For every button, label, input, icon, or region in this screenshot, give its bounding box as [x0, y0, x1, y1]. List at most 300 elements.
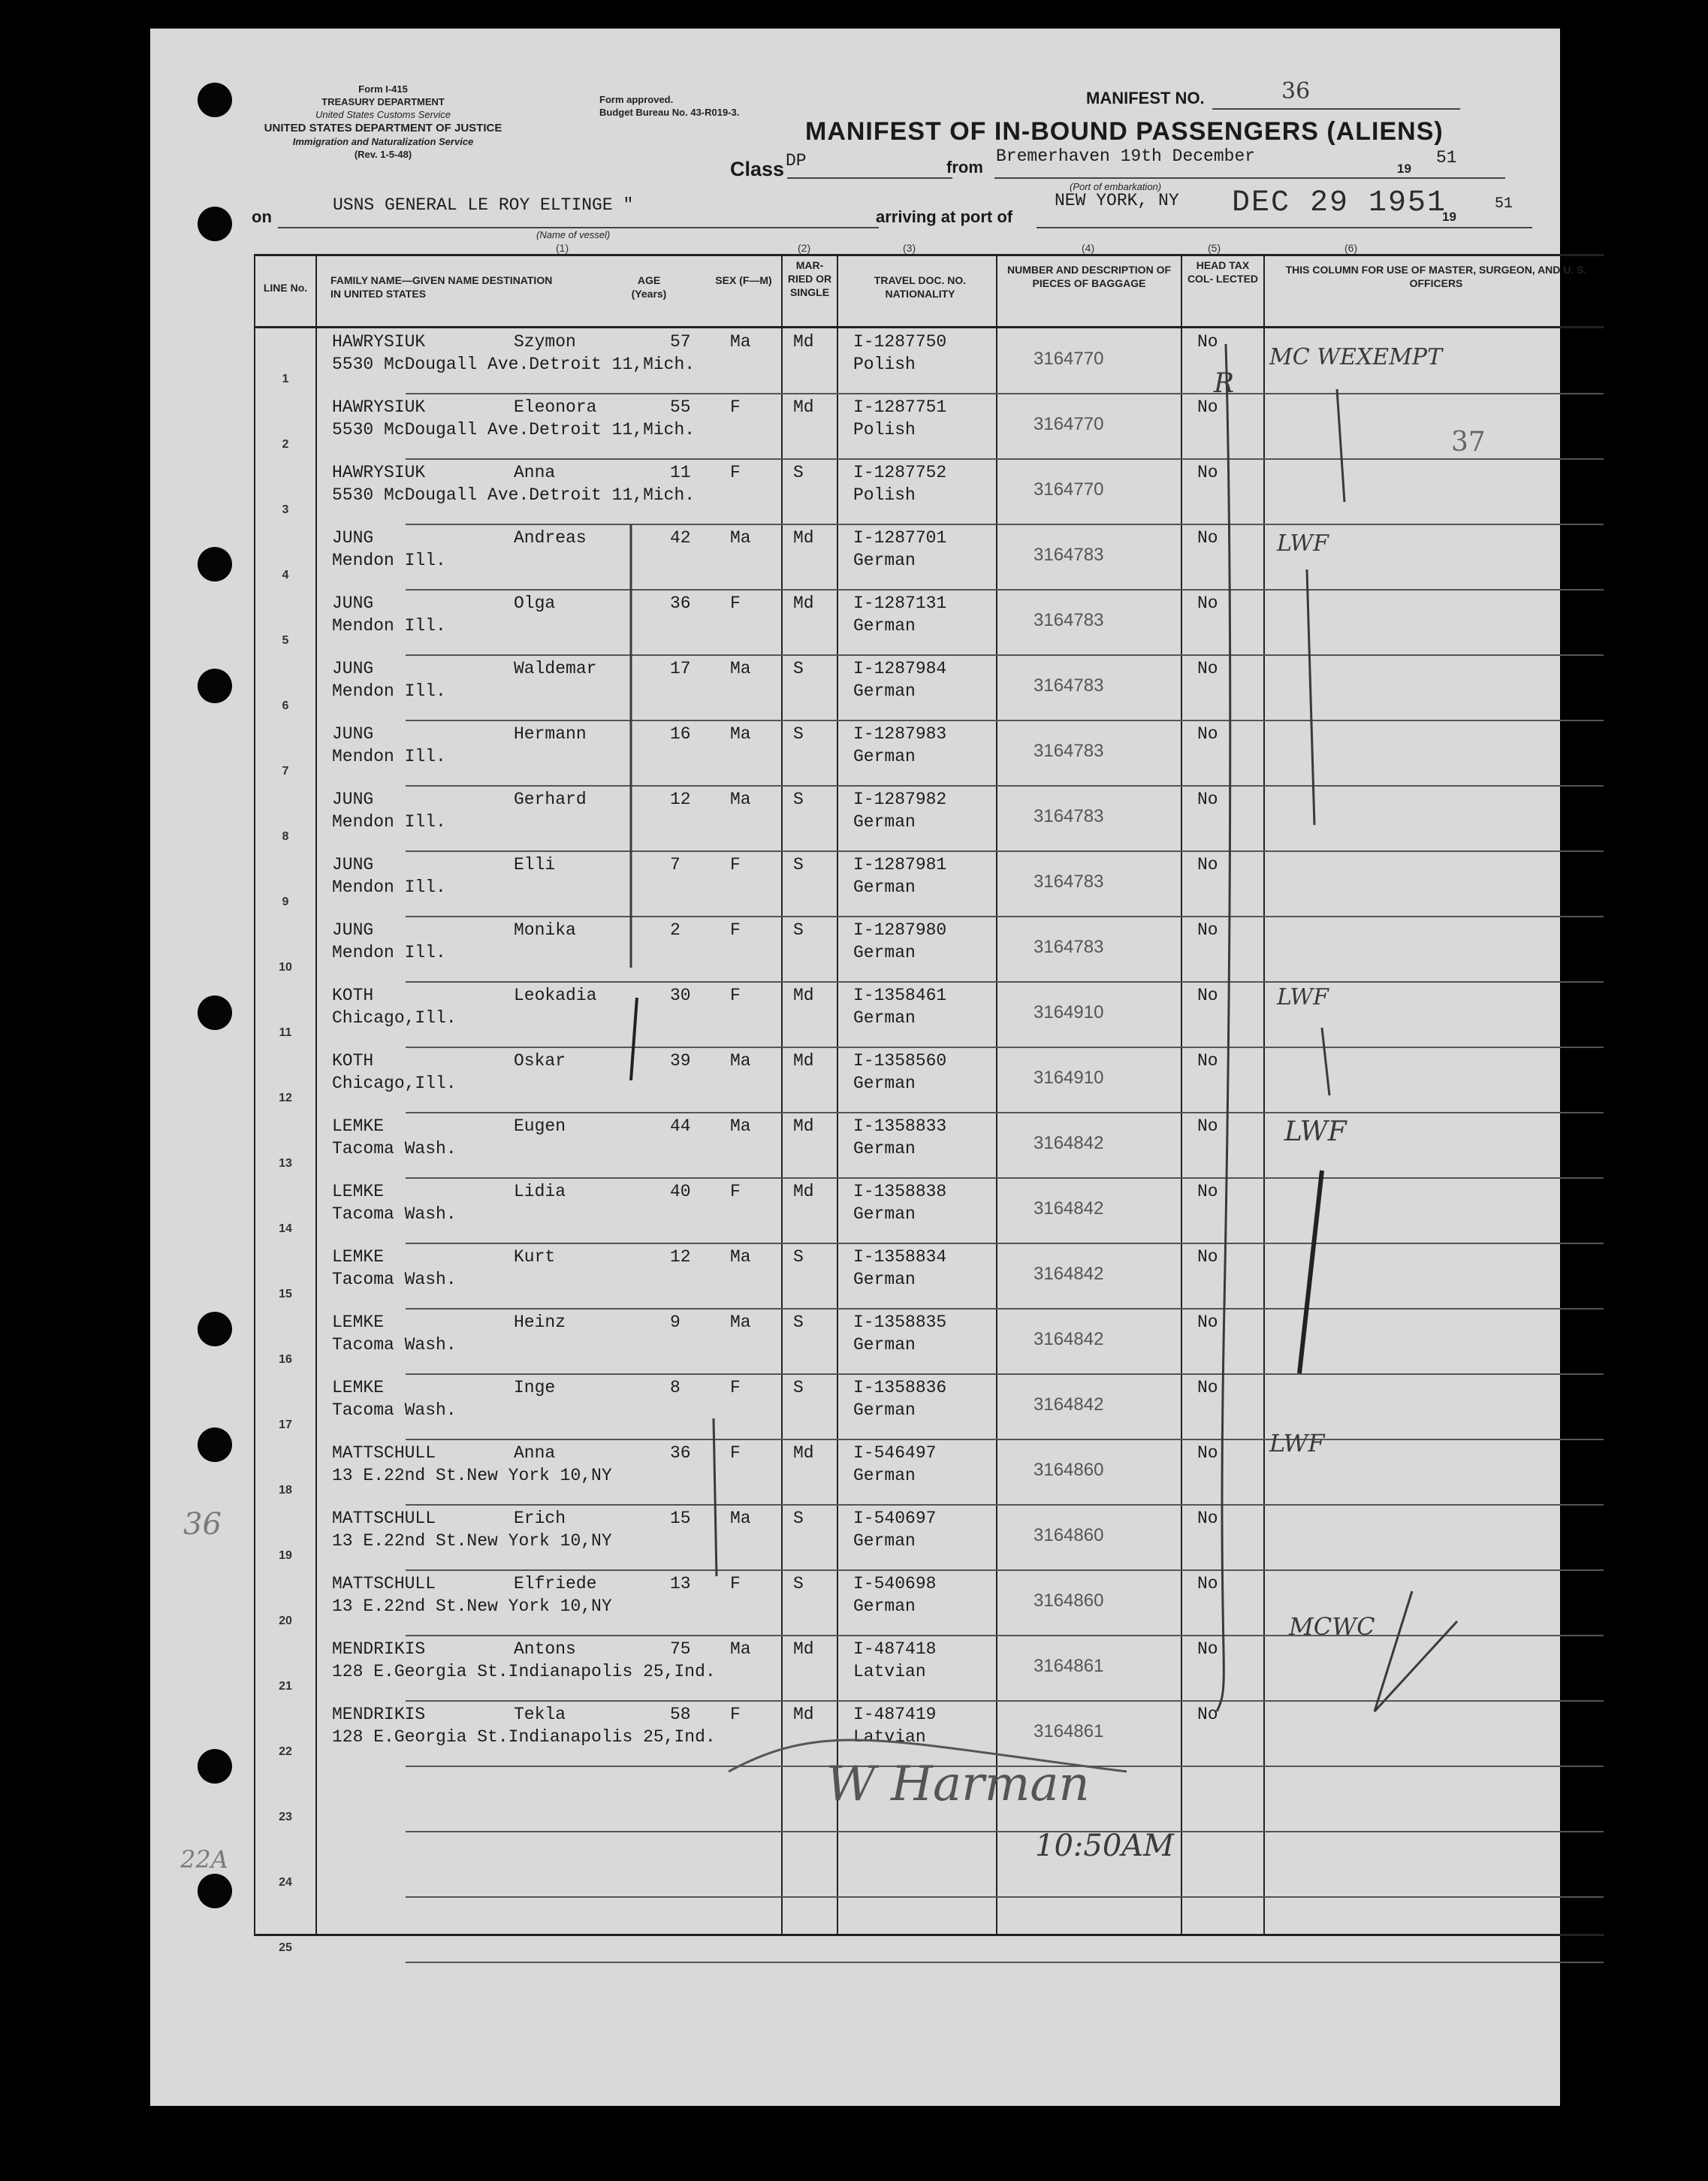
- line-no-divider: [315, 254, 317, 1936]
- nationality: German: [853, 681, 916, 701]
- destination: Mendon Ill.: [332, 551, 446, 570]
- destination: Mendon Ill.: [332, 943, 446, 962]
- baggage-number: 3164910: [1034, 1002, 1104, 1023]
- line-number: 14: [279, 1222, 292, 1235]
- vessel-caption: (Name of vessel): [536, 229, 611, 240]
- baggage-number: 3164842: [1034, 1329, 1104, 1349]
- baggage-number: 3164910: [1034, 1068, 1104, 1088]
- travel-doc-number: I-487418: [853, 1639, 937, 1659]
- sex: F: [730, 1705, 741, 1724]
- given-name: Erich: [514, 1509, 566, 1528]
- row-divider: [406, 1243, 1604, 1244]
- travel-doc-number: I-1358833: [853, 1116, 947, 1136]
- line-number: 22: [279, 1745, 292, 1758]
- baggage-header: NUMBER AND DESCRIPTION OF PIECES OF BAGGAGE: [1006, 264, 1172, 289]
- baggage-number: 3164783: [1034, 741, 1104, 761]
- age: 42: [670, 528, 691, 548]
- sex: Ma: [730, 659, 751, 678]
- row-divider: [406, 1177, 1604, 1179]
- line-number: 9: [282, 896, 289, 908]
- married-header: MAR- RIED OR SINGLE: [787, 259, 832, 298]
- binder-hole: [198, 207, 232, 241]
- port-embarkation-caption: (Port of embarkation): [1070, 181, 1162, 192]
- nationality: Latvian: [853, 1727, 926, 1747]
- nationality: German: [853, 1466, 916, 1485]
- form-number: Form I-415: [358, 83, 408, 95]
- line-number: 15: [279, 1288, 292, 1300]
- row-divider: [406, 1308, 1604, 1310]
- sex: F: [730, 1443, 741, 1463]
- baggage-number: 3164842: [1034, 1198, 1104, 1219]
- head-tax: No: [1197, 397, 1218, 417]
- marital-status: S: [793, 1509, 804, 1528]
- line-number: 3: [282, 503, 289, 516]
- row-divider: [406, 1700, 1604, 1702]
- head-tax: No: [1197, 855, 1218, 875]
- sex: F: [730, 594, 741, 613]
- married-divider: [837, 254, 838, 1936]
- family-name: JUNG: [332, 855, 374, 875]
- destination: Mendon Ill.: [332, 747, 446, 766]
- officer-note-line-13: LWF: [1284, 1116, 1347, 1147]
- baggage-number: 3164861: [1034, 1721, 1104, 1741]
- baggage-number: 3164860: [1034, 1525, 1104, 1545]
- travel-doc-number: I-546497: [853, 1443, 937, 1463]
- travel-doc-number: I-1287750: [853, 332, 947, 352]
- family-name: MATTSCHULL: [332, 1509, 436, 1528]
- marital-status: S: [793, 855, 804, 875]
- destination: 13 E.22nd St.New York 10,NY: [332, 1466, 612, 1485]
- travel-doc-number: I-1287984: [853, 659, 947, 678]
- travel-doc-number: I-540697: [853, 1509, 937, 1528]
- binder-hole: [198, 1749, 232, 1784]
- line-number: 6: [282, 699, 289, 712]
- family-name: MENDRIKIS: [332, 1639, 426, 1659]
- header-bottom-border: [254, 326, 1604, 328]
- sex: Ma: [730, 1051, 751, 1071]
- line-number: 12: [279, 1092, 292, 1104]
- age-header: AGE (Years): [631, 274, 667, 300]
- head-tax: No: [1197, 724, 1218, 744]
- row-divider: [406, 916, 1604, 917]
- officer-signature: W Harman: [826, 1757, 1090, 1812]
- binder-hole: [198, 669, 232, 703]
- head-tax: No: [1197, 659, 1218, 678]
- sex: F: [730, 463, 741, 482]
- travel-doc-number: I-1358560: [853, 1051, 947, 1071]
- nationality: German: [853, 616, 916, 636]
- given-name: Hermann: [514, 724, 587, 744]
- budget-bureau: Budget Bureau No. 43-R019-3.: [599, 107, 740, 118]
- given-name: Anna: [514, 1443, 556, 1463]
- line-number: 17: [279, 1418, 292, 1431]
- baggage-number: 3164861: [1034, 1656, 1104, 1676]
- given-name: Kurt: [514, 1247, 556, 1267]
- baggage-number: 3164783: [1034, 806, 1104, 826]
- marital-status: Md: [793, 528, 814, 548]
- destination: 13 E.22nd St.New York 10,NY: [332, 1531, 612, 1551]
- marital-status: Md: [793, 397, 814, 417]
- table-bottom-border: [254, 1934, 1604, 1936]
- family-name: JUNG: [332, 659, 374, 678]
- nationality: German: [853, 1596, 916, 1616]
- destination: Tacoma Wash.: [332, 1335, 457, 1355]
- travel-doc-number: I-1358834: [853, 1247, 947, 1267]
- marital-status: Md: [793, 1116, 814, 1136]
- age: 17: [670, 659, 691, 678]
- sex: Ma: [730, 1509, 751, 1528]
- on-label: on: [252, 207, 272, 226]
- head-tax-mark: R: [1214, 368, 1235, 399]
- arrive-year-prefix: 19: [1442, 210, 1456, 224]
- table-left-border: [254, 254, 255, 1936]
- age: 9: [670, 1313, 680, 1332]
- age: 16: [670, 724, 691, 744]
- row-divider: [406, 1831, 1604, 1832]
- head-tax: No: [1197, 594, 1218, 613]
- destination: Mendon Ill.: [332, 878, 446, 897]
- travel-doc-number: I-1358836: [853, 1378, 947, 1397]
- nationality: German: [853, 1335, 916, 1355]
- baggage-number: 3164783: [1034, 610, 1104, 630]
- head-tax: No: [1197, 463, 1218, 482]
- from-label: from: [946, 158, 983, 177]
- baggage-number: 3164770: [1034, 414, 1104, 434]
- destination: Chicago,Ill.: [332, 1074, 457, 1093]
- given-name: Olga: [514, 594, 556, 613]
- sex: Ma: [730, 1116, 751, 1136]
- left-margin-number: 36: [183, 1507, 222, 1542]
- age: 12: [670, 790, 691, 809]
- family-name: MENDRIKIS: [332, 1705, 426, 1724]
- line-number: 1: [282, 373, 289, 385]
- family-name: LEMKE: [332, 1313, 385, 1332]
- sex: Ma: [730, 1313, 751, 1332]
- column-5-number: (5): [1208, 242, 1221, 254]
- head-tax: No: [1197, 1247, 1218, 1267]
- baggage-number: 3164783: [1034, 545, 1104, 565]
- family-name: KOTH: [332, 986, 374, 1005]
- binder-hole: [198, 83, 232, 117]
- marital-status: Md: [793, 1639, 814, 1659]
- destination: 13 E.22nd St.New York 10,NY: [332, 1596, 612, 1616]
- sex: F: [730, 920, 741, 940]
- age: 75: [670, 1639, 691, 1659]
- travel-doc-number: I-1287131: [853, 594, 947, 613]
- head-tax: No: [1197, 1116, 1218, 1136]
- marital-status: S: [793, 659, 804, 678]
- from-year-prefix: 19: [1397, 162, 1411, 176]
- manifest-no-value: 36: [1281, 78, 1311, 104]
- nationality: German: [853, 1074, 916, 1093]
- sex: Ma: [730, 528, 751, 548]
- destination: 5530 McDougall Ave.Detroit 11,Mich.: [332, 485, 696, 505]
- arriving-underline: [1037, 227, 1532, 228]
- row-divider: [406, 785, 1604, 787]
- treasury-department: TREASURY DEPARTMENT: [321, 96, 445, 107]
- sex: F: [730, 1574, 741, 1593]
- manifest-page: [150, 29, 1587, 2106]
- given-name: Elli: [514, 855, 556, 875]
- nationality: German: [853, 551, 916, 570]
- row-divider: [406, 1047, 1604, 1048]
- nationality: German: [853, 1531, 916, 1551]
- head-tax: No: [1197, 1378, 1218, 1397]
- nationality: German: [853, 1270, 916, 1289]
- destination: Mendon Ill.: [332, 616, 446, 636]
- row-divider: [406, 458, 1604, 460]
- line-number: 24: [279, 1876, 292, 1889]
- destination: Tacoma Wash.: [332, 1270, 457, 1289]
- name-header: FAMILY NAME—GIVEN NAME DESTINATION IN UNITED STATES: [330, 274, 553, 300]
- nationality: Latvian: [853, 1662, 926, 1681]
- from-value: Bremerhaven 19th December: [996, 147, 1256, 166]
- row-divider: [406, 1635, 1604, 1636]
- age: 13: [670, 1574, 691, 1593]
- marital-status: Md: [793, 594, 814, 613]
- family-name: KOTH: [332, 1051, 374, 1071]
- marital-status: S: [793, 1574, 804, 1593]
- manifest-title: MANIFEST OF IN-BOUND PASSENGERS (ALIENS): [805, 117, 1444, 146]
- age: 55: [670, 397, 691, 417]
- line-number: 21: [279, 1680, 292, 1693]
- travel-doc-header: TRAVEL DOC. NO. NATIONALITY: [874, 274, 967, 300]
- age: 8: [670, 1378, 680, 1397]
- sex: F: [730, 1378, 741, 1397]
- marital-status: S: [793, 1313, 804, 1332]
- head-tax-header: HEAD TAX COL- LECTED: [1187, 259, 1259, 285]
- baggage-divider: [1181, 254, 1182, 1936]
- binder-hole: [198, 995, 232, 1030]
- officer-note-line-1: MC WEXEMPT: [1269, 344, 1443, 370]
- nationality: German: [853, 1204, 916, 1224]
- travel-doc-number: I-540698: [853, 1574, 937, 1593]
- sex: F: [730, 1182, 741, 1201]
- sex: Ma: [730, 1639, 751, 1659]
- line-number: 11: [279, 1026, 292, 1039]
- binder-hole: [198, 1874, 232, 1908]
- travel-doc-number: I-1287980: [853, 920, 947, 940]
- given-name: Inge: [514, 1378, 556, 1397]
- officer-note-line-4: LWF: [1277, 530, 1329, 557]
- column-4-number: (4): [1082, 242, 1095, 254]
- row-divider: [406, 524, 1604, 525]
- sex-header: SEX (F—M): [715, 274, 772, 286]
- head-tax: No: [1197, 1182, 1218, 1201]
- head-tax: No: [1197, 920, 1218, 940]
- head-tax: No: [1197, 1443, 1218, 1463]
- marital-status: S: [793, 920, 804, 940]
- destination: Tacoma Wash.: [332, 1139, 457, 1158]
- officers-header: THIS COLUMN FOR USE OF MASTER, SURGEON, AND U. S. OFFICERS: [1285, 264, 1587, 289]
- given-name: Monika: [514, 920, 576, 940]
- destination: 128 E.Georgia St.Indianapolis 25,Ind.: [332, 1727, 716, 1747]
- line-number: 23: [279, 1811, 292, 1823]
- nationality: Polish: [853, 485, 916, 505]
- marital-status: S: [793, 1378, 804, 1397]
- age: 30: [670, 986, 691, 1005]
- age: 15: [670, 1509, 691, 1528]
- destination: 5530 McDougall Ave.Detroit 11,Mich.: [332, 355, 696, 374]
- destination: Mendon Ill.: [332, 812, 446, 832]
- travel-doc-number: I-1287982: [853, 790, 947, 809]
- column-6-number: (6): [1344, 242, 1358, 254]
- given-name: Anna: [514, 463, 556, 482]
- row-divider: [406, 1962, 1604, 1963]
- line-number: 25: [279, 1941, 292, 1954]
- baggage-number: 3164783: [1034, 937, 1104, 957]
- head-tax: No: [1197, 1051, 1218, 1071]
- family-name: JUNG: [332, 920, 374, 940]
- form-revision: (Rev. 1-5-48): [354, 149, 412, 160]
- binder-hole: [198, 547, 232, 581]
- sex: Ma: [730, 724, 751, 744]
- line-number: 13: [279, 1157, 292, 1170]
- travel-doc-number: I-1358461: [853, 986, 947, 1005]
- arrival-date-stamp: DEC 29 1951: [1232, 186, 1447, 220]
- sex: Ma: [730, 332, 751, 352]
- travel-doc-number: I-1287751: [853, 397, 947, 417]
- family-name: LEMKE: [332, 1378, 385, 1397]
- binder-hole: [198, 1427, 232, 1462]
- head-tax: No: [1197, 790, 1218, 809]
- row-divider: [406, 1112, 1604, 1113]
- age: 11: [670, 463, 691, 482]
- row-divider: [406, 720, 1604, 721]
- binder-hole: [198, 1312, 232, 1346]
- arriving-port: NEW YORK, NY: [1055, 191, 1179, 210]
- travel-doc-number: I-487419: [853, 1705, 937, 1724]
- sex-divider: [781, 254, 783, 1936]
- sex: F: [730, 397, 741, 417]
- row-divider: [406, 1896, 1604, 1898]
- travel-doc-number: I-1287981: [853, 855, 947, 875]
- marital-status: S: [793, 1247, 804, 1267]
- row-divider: [406, 654, 1604, 656]
- family-name: HAWRYSIUK: [332, 463, 426, 482]
- family-name: JUNG: [332, 594, 374, 613]
- baggage-number: 3164842: [1034, 1133, 1104, 1153]
- baggage-number: 3164860: [1034, 1460, 1104, 1480]
- row-divider: [406, 1504, 1604, 1506]
- marital-status: Md: [793, 1705, 814, 1724]
- given-name: Elfriede: [514, 1574, 597, 1593]
- column-3-number: (3): [903, 242, 916, 254]
- baggage-number: 3164842: [1034, 1264, 1104, 1284]
- family-name: LEMKE: [332, 1182, 385, 1201]
- age: 7: [670, 855, 680, 875]
- nationality: German: [853, 878, 916, 897]
- line-number: 16: [279, 1353, 292, 1366]
- travel-doc-number: I-1287701: [853, 528, 947, 548]
- age: 39: [670, 1051, 691, 1071]
- marital-status: Md: [793, 1051, 814, 1071]
- family-name: MATTSCHULL: [332, 1443, 436, 1463]
- nationality: German: [853, 943, 916, 962]
- destination: 128 E.Georgia St.Indianapolis 25,Ind.: [332, 1662, 716, 1681]
- head-tax-divider: [1263, 254, 1265, 1936]
- sex: F: [730, 986, 741, 1005]
- officer-note-line-21: MCWC: [1289, 1612, 1375, 1641]
- line-number: 8: [282, 830, 289, 843]
- sex: Ma: [730, 1247, 751, 1267]
- head-tax: No: [1197, 1705, 1218, 1724]
- family-name: LEMKE: [332, 1247, 385, 1267]
- line-number: 7: [282, 765, 289, 778]
- family-name: MATTSCHULL: [332, 1574, 436, 1593]
- form-approved: Form approved.: [599, 94, 674, 105]
- column-1-number: (1): [556, 242, 569, 254]
- given-name: Eugen: [514, 1116, 566, 1136]
- head-tax: No: [1197, 1639, 1218, 1659]
- given-name: Waldemar: [514, 659, 597, 678]
- age: 44: [670, 1116, 691, 1136]
- line-number: 2: [282, 438, 289, 451]
- arriving-label: arriving at port of: [876, 207, 1013, 226]
- row-divider: [406, 850, 1604, 852]
- destination: Chicago,Ill.: [332, 1008, 457, 1028]
- family-name: JUNG: [332, 724, 374, 744]
- age: 36: [670, 1443, 691, 1463]
- travel-doc-number: I-1358838: [853, 1182, 947, 1201]
- given-name: Eleonora: [514, 397, 597, 417]
- family-name: JUNG: [332, 528, 374, 548]
- age: 12: [670, 1247, 691, 1267]
- line-number: 19: [279, 1549, 292, 1562]
- class-label: Class: [730, 158, 785, 180]
- class-value: DP: [786, 151, 807, 171]
- marital-status: Md: [793, 986, 814, 1005]
- baggage-number: 3164770: [1034, 349, 1104, 369]
- head-tax: No: [1197, 1509, 1218, 1528]
- family-name: JUNG: [332, 790, 374, 809]
- class-underline: [787, 177, 952, 179]
- nationality: German: [853, 1008, 916, 1028]
- family-name: HAWRYSIUK: [332, 332, 426, 352]
- manifest-no-label: MANIFEST NO.: [1086, 89, 1205, 107]
- given-name: Szymon: [514, 332, 576, 352]
- given-name: Oskar: [514, 1051, 566, 1071]
- from-year: 51: [1436, 148, 1457, 168]
- nationality: Polish: [853, 355, 916, 374]
- head-tax: No: [1197, 1574, 1218, 1593]
- sex: F: [730, 855, 741, 875]
- baggage-number: 3164783: [1034, 675, 1104, 696]
- officer-note-line-18: LWF: [1269, 1429, 1325, 1458]
- customs-service: United States Customs Service: [315, 109, 451, 120]
- column-2-number: (2): [798, 242, 811, 254]
- table-top-border: [254, 254, 1604, 256]
- age: 36: [670, 594, 691, 613]
- row-divider: [406, 981, 1604, 983]
- sex: Ma: [730, 790, 751, 809]
- given-name: Antons: [514, 1639, 576, 1659]
- destination: 5530 McDougall Ave.Detroit 11,Mich.: [332, 420, 696, 440]
- nationality: German: [853, 1139, 916, 1158]
- row-divider: [406, 589, 1604, 591]
- travel-divider: [996, 254, 997, 1936]
- head-tax: No: [1197, 332, 1218, 352]
- baggage-number: 3164842: [1034, 1394, 1104, 1415]
- marital-status: Md: [793, 1182, 814, 1201]
- marital-status: S: [793, 790, 804, 809]
- from-underline: [994, 177, 1505, 179]
- row-divider: [406, 1569, 1604, 1571]
- officer-note-line-11: LWF: [1277, 984, 1329, 1010]
- destination: Tacoma Wash.: [332, 1204, 457, 1224]
- age: 57: [670, 332, 691, 352]
- marital-status: Md: [793, 1443, 814, 1463]
